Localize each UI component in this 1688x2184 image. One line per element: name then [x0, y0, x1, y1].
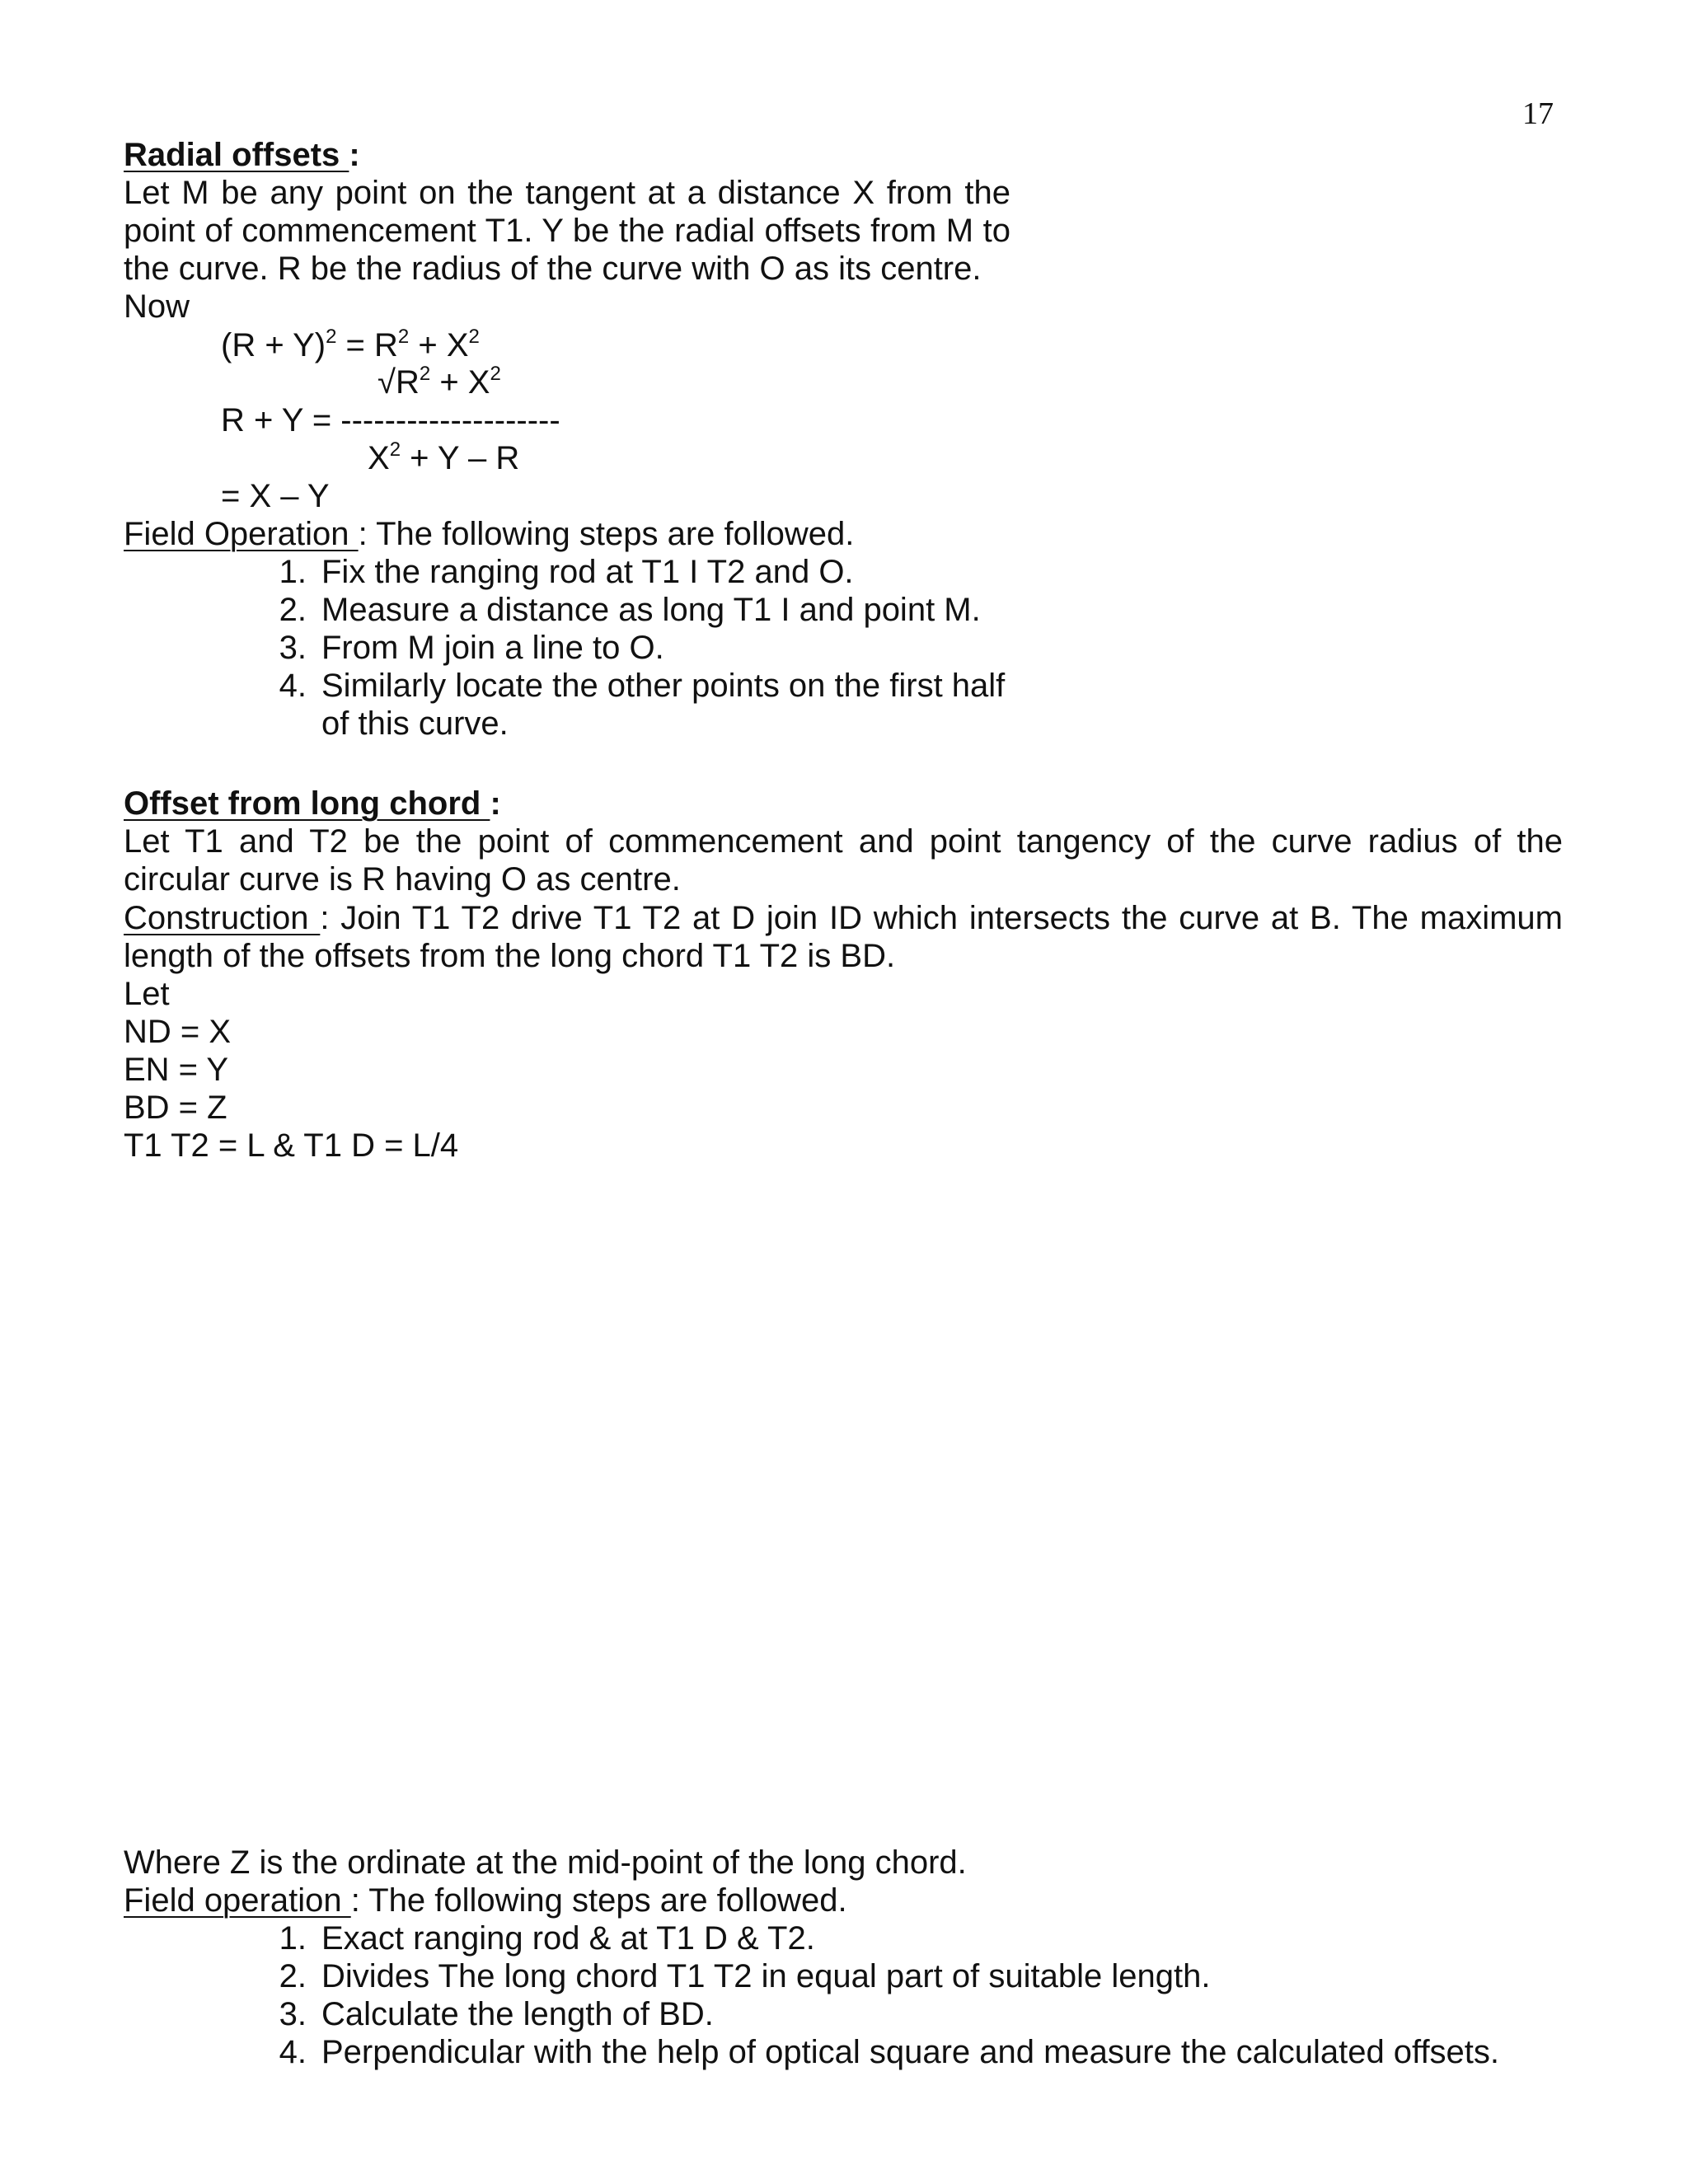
chord-field-operation: [124, 1882, 847, 1919]
chord-field-label: Field operation: [124, 1882, 351, 1919]
equation-4: $X^2 + Y - R$: [368, 438, 520, 476]
radial-para-line-2: point of commencement T1. Y be the radial offsets from M to: [124, 213, 1010, 249]
radial-step-4: 4. Similarly locate the other points on the first half: [279, 668, 1006, 704]
radial-field-text: : The following steps are followed.: [358, 516, 855, 552]
equation-2: $√R^2 + X^2$: [377, 363, 501, 401]
construction-label: Construction: [124, 900, 321, 936]
chord-step-3: 3. Calculate the length of BD.: [279, 1996, 714, 2032]
radial-step-4-cont: of this curve.: [321, 705, 509, 742]
equation-5: = X – Y: [221, 478, 330, 514]
chord-heading-colon: :: [490, 785, 501, 822]
chord-para-line-2: circular curve is R having O as centre.: [124, 861, 681, 898]
radial-step-3: 3. From M join a line to O.: [279, 630, 664, 666]
radial-step-1: 1. Fix the ranging rod at T1 I T2 and O.: [279, 554, 854, 590]
chord-heading-line: [124, 785, 501, 823]
chord-field-text: : The following steps are followed.: [350, 1882, 847, 1919]
chord-para-line-1: Let T1 and T2 be the point of commencement and point tangency of the curve radius of the: [124, 823, 1563, 860]
chord-heading: Offset from long chord: [124, 785, 490, 822]
equation-3: R + Y = --------------------: [221, 402, 560, 438]
page-number: 17: [1522, 96, 1554, 131]
equation-1: $(R + Y)^2 = R^2 + X^2$: [221, 326, 480, 363]
radial-field-label: Field Operation: [124, 516, 359, 552]
chord-def-2: EN = Y: [124, 1052, 229, 1088]
chord-step-2: 2. Divides The long chord T1 T2 in equal part of suitable length.: [279, 1958, 1211, 1994]
chord-step-4: 4. Perpendicular with the help of optical square and measure the calculated offsets.: [279, 2034, 1500, 2070]
chord-def-1: ND = X: [124, 1014, 232, 1050]
chord-def-4: T1 T2 = L & T1 D = L/4: [124, 1127, 459, 1164]
radial-heading-colon: :: [349, 137, 360, 173]
construction-line-2: length of the offsets from the long chord T1 T2 is BD.: [124, 938, 896, 974]
chord-def-3: BD = Z: [124, 1090, 227, 1126]
chord-where: Where Z is the ordinate at the mid-point of the long chord.: [124, 1844, 967, 1881]
radial-para-line-3: the curve. R be the radius of the curve with O as its centre.: [124, 251, 982, 287]
chord-let: Let: [124, 976, 170, 1012]
chord-step-1: 1. Exact ranging rod & at T1 D & T2.: [279, 1920, 815, 1957]
radial-now: Now: [124, 288, 190, 325]
radial-heading: Radial offsets: [124, 137, 349, 173]
radial-step-2: 2. Measure a distance as long T1 I and point M.: [279, 592, 981, 628]
construction-line-1: Construction : Join T1 T2 drive T1 T2 at D join ID which intersects the curve at B. The maximum: [124, 900, 1563, 936]
radial-field-operation: [124, 515, 854, 553]
radial-heading-line: [124, 136, 360, 174]
radial-para-line-1: Let M be any point on the tangent at a distance X from the: [124, 175, 1010, 211]
